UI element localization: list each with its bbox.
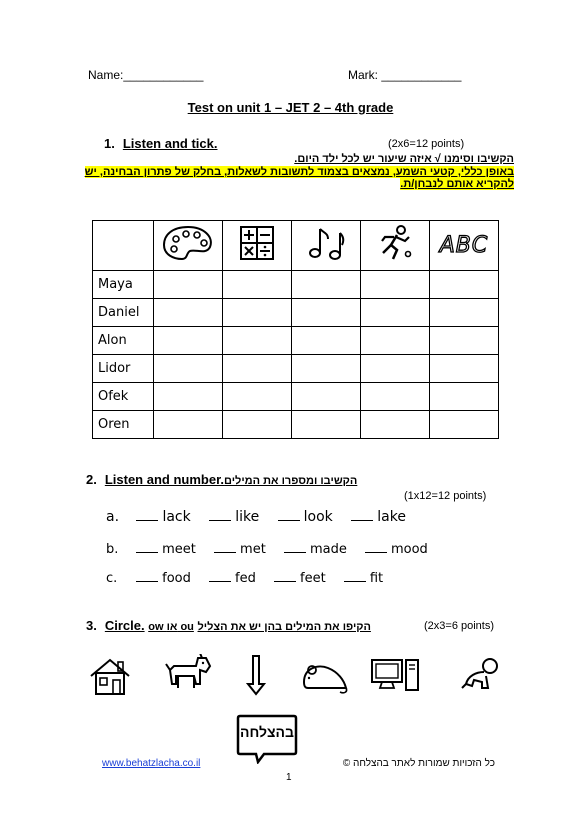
word: feet bbox=[300, 571, 326, 586]
row-label: a. bbox=[106, 509, 120, 525]
answer-blank[interactable] bbox=[209, 508, 231, 521]
section2-heading bbox=[86, 472, 357, 487]
abc-letters-text: ABC bbox=[439, 233, 489, 258]
music-notes-icon bbox=[292, 221, 361, 271]
name-blank: ____________ bbox=[123, 68, 204, 82]
answer-blank[interactable] bbox=[136, 569, 158, 582]
exercise-row-a bbox=[106, 508, 420, 525]
tick-cell[interactable] bbox=[292, 383, 361, 411]
name-field bbox=[88, 68, 203, 82]
tick-cell[interactable] bbox=[292, 299, 361, 327]
student-name: Oren bbox=[93, 411, 154, 439]
tick-cell[interactable] bbox=[292, 271, 361, 299]
section2-instruction: הקשיבו ומספרו את המילים bbox=[224, 475, 358, 487]
tick-cell[interactable] bbox=[154, 355, 223, 383]
section1-heading bbox=[104, 136, 217, 151]
baby-crawling-icon[interactable] bbox=[458, 656, 502, 694]
name-label: Name: bbox=[88, 68, 124, 82]
word: fit bbox=[369, 571, 384, 586]
tick-cell[interactable] bbox=[361, 411, 430, 439]
answer-blank[interactable] bbox=[214, 540, 236, 553]
tick-cell[interactable] bbox=[292, 355, 361, 383]
tick-cell[interactable] bbox=[361, 383, 430, 411]
tick-cell[interactable] bbox=[430, 271, 499, 299]
tick-cell[interactable] bbox=[292, 327, 361, 355]
section1-number: 1. bbox=[104, 136, 115, 151]
tick-table bbox=[92, 220, 499, 439]
tick-cell[interactable] bbox=[361, 299, 430, 327]
answer-blank[interactable] bbox=[136, 540, 158, 553]
section1-instruction: הקשיבו וסימנו √ איזה שיעור יש לכל ילד היום. bbox=[294, 153, 514, 165]
table-row bbox=[93, 383, 499, 411]
section3-number: 3. bbox=[86, 618, 97, 633]
section3-instruction: הקיפו את המילים בהן יש את הצליל bbox=[197, 621, 371, 633]
word: like bbox=[235, 509, 260, 525]
student-name: Alon bbox=[93, 327, 154, 355]
mouse-icon[interactable] bbox=[300, 658, 350, 694]
abc-letters-icon bbox=[430, 221, 499, 271]
row-label: b. bbox=[106, 542, 119, 557]
answer-blank[interactable] bbox=[284, 540, 306, 553]
down-arrow-icon[interactable] bbox=[246, 654, 266, 696]
tick-cell[interactable] bbox=[223, 327, 292, 355]
tick-cell[interactable] bbox=[223, 271, 292, 299]
tick-cell[interactable] bbox=[154, 383, 223, 411]
exercise-row-b bbox=[106, 540, 442, 557]
tick-table-header bbox=[93, 221, 499, 271]
dog-icon[interactable] bbox=[164, 654, 214, 696]
table-row bbox=[93, 327, 499, 355]
exercise-row-c bbox=[106, 569, 397, 586]
answer-blank[interactable] bbox=[344, 569, 366, 582]
logo-text: בהצלחה bbox=[240, 724, 294, 740]
tick-cell[interactable] bbox=[361, 271, 430, 299]
logo bbox=[236, 714, 298, 756]
tick-cell[interactable] bbox=[430, 383, 499, 411]
calculator-icon bbox=[223, 221, 292, 271]
tick-cell[interactable] bbox=[154, 411, 223, 439]
section2-points: (1x12=12 points) bbox=[404, 490, 487, 502]
tick-cell[interactable] bbox=[430, 355, 499, 383]
table-row bbox=[93, 355, 499, 383]
word: meet bbox=[162, 542, 196, 557]
answer-blank[interactable] bbox=[209, 569, 231, 582]
running-person-icon bbox=[361, 221, 430, 271]
student-name: Maya bbox=[93, 271, 154, 299]
word: lack bbox=[162, 509, 191, 525]
tick-cell[interactable] bbox=[223, 355, 292, 383]
page-number: 1 bbox=[286, 772, 292, 783]
tick-cell[interactable] bbox=[154, 271, 223, 299]
tick-cell[interactable] bbox=[223, 299, 292, 327]
word: lake bbox=[377, 509, 406, 525]
word: met bbox=[240, 542, 266, 557]
page-title: Test on unit 1 – JET 2 – 4th grade bbox=[187, 100, 394, 115]
section3-instruction-mixed: ow או ou bbox=[148, 621, 194, 633]
section2-title: Listen and number. bbox=[104, 472, 225, 487]
student-name: Lidor bbox=[93, 355, 154, 383]
word: fed bbox=[235, 571, 256, 586]
word: food bbox=[162, 571, 191, 586]
table-row bbox=[93, 271, 499, 299]
mark-label: Mark: bbox=[348, 68, 378, 82]
footer-link[interactable]: www.behatzlacha.co.il bbox=[102, 758, 201, 769]
section2-number: 2. bbox=[86, 472, 97, 487]
tick-cell[interactable] bbox=[223, 411, 292, 439]
computer-icon[interactable] bbox=[370, 656, 422, 696]
tick-cell[interactable] bbox=[430, 327, 499, 355]
section3-heading bbox=[86, 618, 371, 633]
word: look bbox=[303, 509, 333, 525]
tick-cell[interactable] bbox=[430, 299, 499, 327]
student-name: Ofek bbox=[93, 383, 154, 411]
section1-title: Listen and tick. bbox=[122, 136, 218, 151]
tick-table-corner bbox=[93, 221, 154, 271]
tick-cell[interactable] bbox=[154, 327, 223, 355]
row-label: c. bbox=[106, 571, 118, 586]
answer-blank[interactable] bbox=[365, 540, 387, 553]
section1-note bbox=[84, 166, 514, 190]
mark-blank: ____________ bbox=[381, 68, 462, 82]
answer-blank[interactable] bbox=[136, 508, 158, 521]
tick-cell[interactable] bbox=[361, 355, 430, 383]
table-row bbox=[93, 411, 499, 439]
tick-cell[interactable] bbox=[430, 411, 499, 439]
answer-blank[interactable] bbox=[278, 508, 300, 521]
section1-points: (2x6=12 points) bbox=[388, 138, 465, 150]
footer-copyright: כל הזכויות שמורות לאתר בהצלחה © bbox=[342, 758, 495, 769]
mark-field bbox=[348, 68, 461, 82]
section3-title: Circle. bbox=[104, 618, 145, 633]
answer-blank[interactable] bbox=[351, 508, 373, 521]
tick-cell[interactable] bbox=[223, 383, 292, 411]
table-row bbox=[93, 299, 499, 327]
section1-note-line2: להקריא אותם לנבחן/ת. bbox=[400, 178, 514, 190]
word: made bbox=[309, 542, 347, 557]
word: mood bbox=[390, 542, 428, 557]
section3-points: (2x3=6 points) bbox=[424, 620, 495, 632]
tick-cell[interactable] bbox=[154, 299, 223, 327]
answer-blank[interactable] bbox=[274, 569, 296, 582]
palette-icon bbox=[154, 221, 223, 271]
student-name: Daniel bbox=[93, 299, 154, 327]
tick-cell[interactable] bbox=[361, 327, 430, 355]
tick-cell[interactable] bbox=[292, 411, 361, 439]
house-icon[interactable] bbox=[88, 656, 132, 696]
section1-note-line1: באופן כללי, קטעי השמע, נמצאים בצמוד לתשובות לשאלות, בחלק של פתרון הבחינה, יש bbox=[84, 166, 514, 178]
